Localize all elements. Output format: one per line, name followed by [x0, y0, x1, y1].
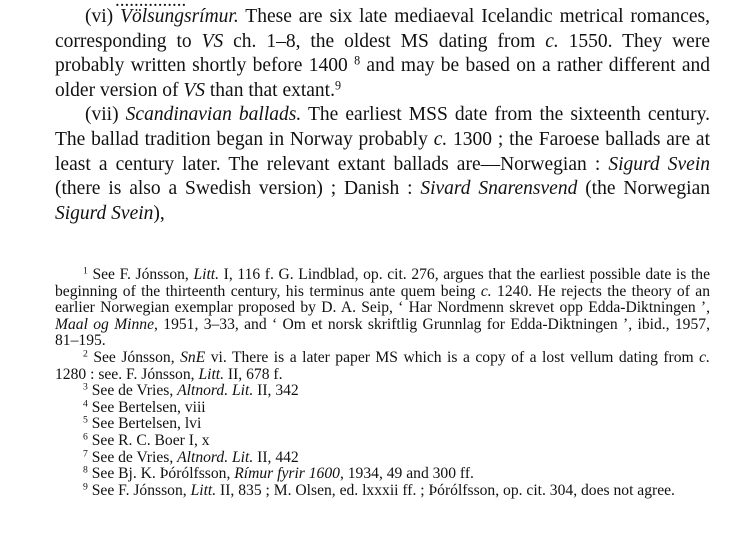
cut-off-line: ...............: [115, 0, 187, 11]
text-run: See F. Jónsson,: [87, 266, 194, 283]
footnote-marker: 8: [83, 464, 88, 476]
italic-text: c.: [699, 348, 710, 366]
text-run: 1550. They were probably written shortly before 1400: [55, 30, 710, 77]
text-run: than that extant.: [205, 79, 335, 101]
text-run: (vii): [85, 104, 126, 126]
body-paragraph: [55, 5, 710, 103]
text-run: and may be based on a rather different and older version of: [55, 55, 710, 101]
footnote: [55, 416, 710, 433]
italic-text: Scandinavian ballads.: [125, 104, 302, 126]
text-run: These are six late mediaeval Icelandic metrical romances, corresponding to: [55, 6, 710, 52]
italic-text: Maal og Minne: [55, 315, 155, 333]
footnote: [55, 433, 710, 450]
italic-text: Litt.: [190, 481, 217, 499]
footnote-marker: 4: [83, 398, 88, 410]
footnote: [55, 400, 710, 417]
text-run: I, 116 f. G. Lindblad, op. cit. 276, argues that the earliest possible date is the beginning of the thirteenth century, his terminus ante quem being: [55, 266, 710, 300]
footnotes: [55, 267, 710, 499]
footnote-marker: 6: [83, 431, 88, 443]
text-run: See Bertelsen, lvi: [87, 415, 202, 433]
footnote-marker: 9: [334, 78, 342, 93]
text-run: (there is also a Swedish version) ; Danish :: [55, 178, 421, 200]
italic-text: Rímur fyrir 1600: [234, 465, 340, 483]
text-run: , 1934, 49 and 300 ff.: [339, 465, 474, 483]
text-run: 1240. He rejects the theory of an earlier Norwegian exemplar proposed by D. A. Seip, ‘ Har Nordmenn skrevet opp Edda-Diktningen ’,: [55, 282, 710, 317]
footnote: [55, 383, 710, 400]
text-run: See Bertelsen, viii: [87, 398, 206, 416]
text-run: ch. 1–8, the oldest MS dating from: [223, 30, 546, 52]
text-run: (the Norwegian: [577, 178, 711, 200]
footnote-marker: 3: [83, 381, 88, 393]
italic-text: VS: [201, 30, 224, 52]
text-run: See Bj. K. Þórólfsson,: [87, 465, 235, 483]
footnote-marker: 5: [83, 415, 88, 427]
text-run: See de Vries,: [87, 382, 178, 400]
italic-text: Sigurd Svein: [608, 153, 710, 175]
footnote: [55, 350, 710, 383]
italic-text: Altnord. Lit.: [177, 382, 254, 400]
footnote: [55, 466, 710, 483]
italic-text: Altnord. Lit.: [177, 448, 254, 466]
footnote-marker: 9: [83, 481, 88, 493]
text-run: (vi): [85, 6, 121, 27]
text-run: II, 442: [253, 448, 299, 466]
text-run: The earliest MSS date from the sixteenth century. The ballad tradition began in Norway probably: [55, 104, 710, 150]
italic-text: Völsungsrímur.: [120, 6, 239, 27]
body-paragraph: [55, 103, 710, 226]
text-run: 1300 ; the Faroese ballads are at least a century later. The relevant extant ballads are—Norwegian :: [55, 128, 711, 175]
footnote: [55, 450, 710, 467]
italic-text: Litt.: [193, 266, 220, 283]
footnote-marker: 2: [83, 348, 88, 360]
text-run: ),: [153, 202, 165, 224]
main-text: [55, 5, 710, 226]
text-run: II, 678 f.: [224, 365, 283, 383]
text-run: , 1951, 3–33, and ‘ Om et norsk skriftlig Grunnlag for Edda-Diktningen ’, ibid., 1957, 81–195.: [55, 315, 710, 350]
text-run: II, 835 ; M. Olsen, ed. lxxxii ff. ; Þórólfsson, op. cit. 304, does not agree.: [216, 481, 675, 499]
footnote: [55, 483, 710, 500]
footnote: [55, 267, 710, 350]
italic-text: c.: [480, 282, 492, 300]
italic-text: Sigurd Svein: [55, 202, 154, 224]
footnote-marker: 8: [354, 53, 361, 68]
italic-text: Litt.: [198, 365, 225, 383]
text-run: See Jónsson,: [87, 348, 181, 366]
italic-text: Sivard Snarensvend: [420, 178, 578, 200]
italic-text: VS: [183, 79, 206, 101]
text-run: See R. C. Boer I, x: [87, 431, 210, 449]
italic-text: SnE: [180, 348, 206, 366]
footnote-marker: 7: [83, 448, 88, 460]
italic-text: c.: [433, 128, 448, 150]
text-run: See de Vries,: [87, 448, 178, 466]
text-run: 1280 : see. F. Jónsson,: [55, 365, 199, 383]
footnote-marker: 1: [83, 265, 88, 277]
italic-text: c.: [545, 30, 559, 52]
text-run: vi. There is a later paper MS which is a copy of a lost vellum dating from: [205, 348, 700, 366]
text-run: See F. Jónsson,: [87, 481, 191, 499]
text-run: II, 342: [253, 382, 299, 400]
